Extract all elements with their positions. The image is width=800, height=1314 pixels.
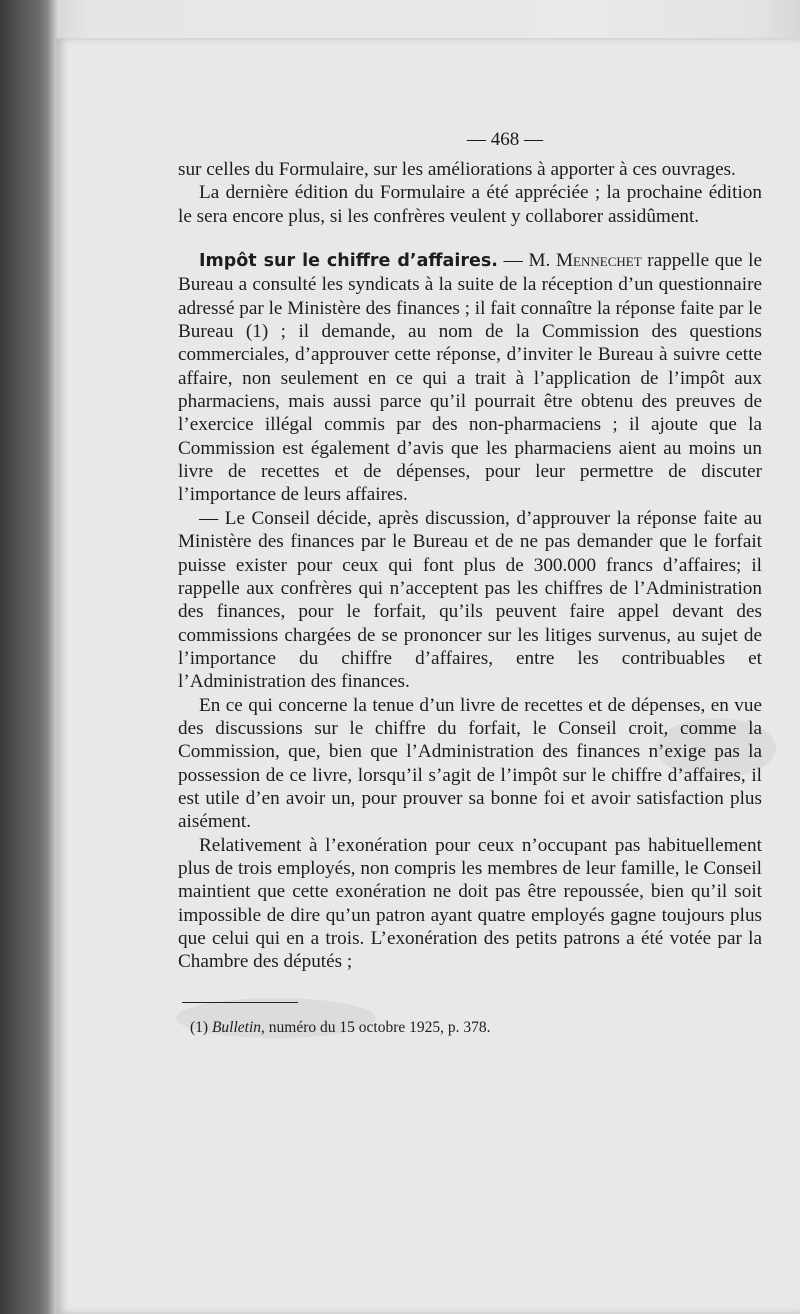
page-number: — 468 —	[467, 129, 543, 150]
footnote-rule	[182, 1002, 298, 1003]
footnote-text: numéro du 15 octobre 1925, p. 378.	[264, 1018, 491, 1036]
section-title: Impôt sur le chiffre d’affaires.	[199, 251, 498, 272]
paragraph: Relativement à l’exonération pour ceux n’occupant pas habituellement plus de trois employés, non compris les membres de leur famille, le Conseil maintient que cette exonération ne doit pas être repoussée, bien qu’il soit impossible de dire qu’un patron ayant quatre employés gagne toujours plus que celui qui en a trois. L’exonération des petits patrons a été votée par la Chambre des députés ;	[178, 834, 762, 973]
speaker-name: Mennechet	[555, 250, 642, 272]
section-paragraph	[178, 249, 762, 507]
section-dash: — M.	[497, 250, 556, 272]
paragraph: La dernière édition du Formulaire a été appréciée ; la prochaine édition le sera encore plus, si les confrères veulent y collaborer assidûment.	[178, 182, 762, 227]
footnote-source: Bulletin,	[211, 1018, 265, 1036]
paragraph: — Le Conseil décide, après discussion, d’approuver la réponse faite au Ministère des finances par le Bureau et de ne pas demander que le forfait puisse exister pour ceux qui font plus de 300.000 francs d’affaires; il rappelle aux confrères qui n’acceptent pas les chiffres de l’Administration des finances, pour le forfait, qu’ils peuvent faire appel devant des commissions chargées de se prononcer sur les litiges survenus, au sujet de l’importance du chiffre d’affaires, entre les contribuables et l’Administration des finances.	[178, 507, 762, 693]
section-gap	[178, 228, 762, 249]
paragraph: En ce qui concerne la tenue d’un livre de recettes et de dépenses, en vue des discussions sur le chiffre du forfait, le Conseil croit, comme la Commission, que, bien que l’Administration des finances n’exige pas la possession de ce livre, lorsqu’il s’agit de l’impôt sur le chiffre d’affaires, il est utile d’en avoir un, pour prouver sa bonne foi et avoir satisfaction plus aisément.	[178, 694, 762, 833]
paragraph: sur celles du Formulaire, sur les améliorations à apporter à ces ouvrages.	[178, 159, 736, 180]
section-body: rappelle que le Bureau a consulté les syndicats à la suite de la réception d’un questionnaire adressé par le Ministère des finances ; il fait connaître la réponse faite par le Bureau (1) ; il demande, au nom de la Commission des questions commerciales, d’approuver cette réponse, d’inviter le Bureau à suivre cette affaire, non seulement en ce qui a trait à l’application de l’impôt aux pharmaciens, mais aussi parce qu’il pourrait être obtenu des preuves de l’exercice illégal commis par des non-pharmaciens ; il ajoute que la Commission est également d’avis que les pharmaciens aient au moins un livre de recettes et de dépenses, pour leur permettre de discuter l’importance de leurs affaires.	[178, 250, 762, 506]
footnote-marker: (1)	[190, 1018, 212, 1036]
footnote	[178, 1018, 762, 1038]
page-text	[178, 128, 762, 1038]
